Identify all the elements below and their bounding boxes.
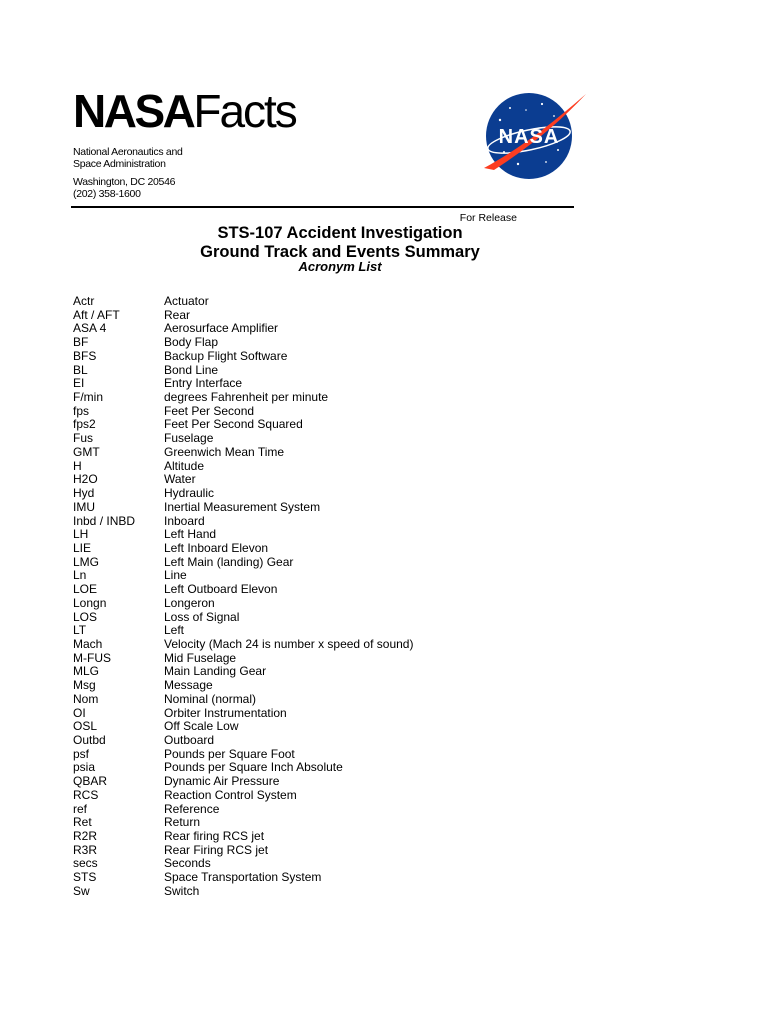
for-release-label: For Release: [459, 212, 517, 224]
acronym-definition: Message: [164, 678, 213, 693]
acronym-row: [73, 336, 413, 350]
acronym-term: fps2: [73, 417, 96, 432]
acronym-row: [73, 830, 413, 844]
acronym-definition: Reference: [164, 801, 220, 816]
acronym-row: [73, 816, 413, 830]
acronym-definition: Left Inboard Elevon: [164, 540, 269, 555]
acronym-term: LMG: [73, 554, 100, 569]
acronym-definition: degrees Fahrenheit per minute: [164, 390, 329, 405]
acronym-term: Aft / AFT: [73, 307, 120, 322]
acronym-term: fps: [73, 403, 90, 418]
acronym-term: secs: [73, 856, 98, 871]
document-title-line-1: STS-107 Accident Investigation: [217, 224, 463, 242]
acronym-definition: Feet Per Second Squared: [164, 417, 303, 432]
acronym-term: OSL: [73, 719, 98, 734]
acronym-row: [73, 734, 413, 748]
acronym-term: GMT: [73, 444, 100, 459]
acronym-term: LT: [73, 623, 87, 638]
acronym-term: Longn: [73, 595, 107, 610]
acronym-term: BF: [73, 335, 89, 350]
acronym-definition: Left Outboard Elevon: [164, 582, 278, 597]
acronym-term: Actr: [73, 294, 95, 308]
acronym-term: F/min: [73, 390, 103, 405]
acronym-definition: Water: [164, 472, 196, 487]
acronym-term: IMU: [73, 499, 95, 514]
acronym-row: [73, 885, 413, 899]
acronym-term: LOE: [73, 582, 98, 597]
acronym-term: H: [73, 458, 82, 473]
acronym-row: [73, 748, 413, 762]
acronym-row: [73, 364, 413, 378]
acronym-row: [73, 720, 413, 734]
address-line-2: Space Administration: [73, 158, 166, 170]
acronym-term: QBAR: [73, 774, 108, 789]
acronym-definition: Pounds per Square Foot: [164, 746, 295, 761]
acronym-row: [73, 803, 413, 817]
acronym-definition: Nominal (normal): [164, 691, 257, 706]
address-line-1: National Aeronautics and: [73, 146, 183, 158]
acronym-term: ref: [73, 801, 88, 816]
acronym-row: [73, 405, 413, 419]
address-line-3: Washington, DC 20546: [73, 176, 176, 188]
acronym-term: M-FUS: [73, 650, 111, 665]
acronym-definition: Actuator: [164, 294, 209, 308]
acronym-row: [73, 556, 413, 570]
acronym-term: RCS: [73, 787, 99, 802]
acronym-definition: Backup Flight Software: [164, 348, 288, 363]
acronym-row: [73, 707, 413, 721]
acronym-row: [73, 473, 413, 487]
acronym-term: Mach: [73, 636, 103, 651]
acronym-row: [73, 761, 413, 775]
acronym-definition: Body Flap: [164, 335, 219, 350]
nasa-meatball-logo: [480, 90, 588, 182]
acronym-list: [73, 295, 413, 899]
acronym-row: [73, 322, 413, 336]
acronym-term: Outbd: [73, 733, 106, 747]
acronym-definition: Orbiter Instrumentation: [164, 705, 287, 720]
acronym-term: Hyd: [73, 486, 95, 501]
acronym-term: Nom: [73, 691, 99, 706]
acronym-term: BL: [73, 362, 88, 377]
acronym-definition: Altitude: [164, 458, 205, 473]
acronym-row: [73, 652, 413, 666]
acronym-definition: Aerosurface Amplifier: [164, 321, 279, 336]
acronym-definition: Velocity (Mach 24 is number x speed of sound): [164, 636, 414, 651]
acronym-term: EI: [73, 376, 85, 391]
acronym-definition: Reaction Control System: [164, 787, 297, 802]
acronym-row: [73, 391, 413, 405]
acronym-term: R3R: [73, 842, 98, 857]
acronym-definition: Switch: [164, 883, 200, 898]
header-divider: [71, 206, 574, 208]
acronym-definition: Entry Interface: [164, 376, 243, 391]
document-title-line-2: Ground Track and Events Summary: [200, 243, 480, 261]
masthead-nasa: NASA: [73, 85, 194, 137]
acronym-row: [73, 542, 413, 556]
acronym-term: STS: [73, 870, 97, 885]
acronym-definition: Line: [164, 568, 187, 583]
acronym-row: [73, 446, 413, 460]
acronym-row: [73, 775, 413, 789]
document-subtitle: Acronym List: [298, 259, 382, 274]
acronym-definition: Rear firing RCS jet: [164, 829, 265, 844]
acronym-term: LOS: [73, 609, 98, 624]
acronym-term: psia: [73, 760, 96, 775]
acronym-definition: Off Scale Low: [164, 719, 239, 734]
acronym-definition: Left Main (landing) Gear: [164, 554, 294, 569]
acronym-term: R2R: [73, 829, 98, 844]
acronym-row: [73, 501, 413, 515]
acronym-term: Inbd / INBD: [73, 513, 136, 528]
masthead-facts: Facts: [193, 85, 296, 137]
acronym-term: Msg: [73, 678, 96, 693]
acronym-definition: Inboard: [164, 513, 205, 528]
acronym-row: [73, 350, 413, 364]
acronym-definition: Bond Line: [164, 362, 219, 377]
agency-contact: [73, 176, 175, 200]
acronym-term: Fus: [73, 431, 94, 446]
acronym-definition: Return: [164, 815, 201, 830]
acronym-row: [73, 487, 413, 501]
acronym-row: [73, 432, 413, 446]
acronym-row: [73, 295, 413, 309]
acronym-definition: Longeron: [164, 595, 215, 610]
acronym-definition: Rear Firing RCS jet: [164, 842, 269, 857]
acronym-row: [73, 844, 413, 858]
acronym-definition: Dynamic Air Pressure: [164, 774, 280, 789]
acronym-row: [73, 665, 413, 679]
acronym-definition: Pounds per Square Inch Absolute: [164, 760, 343, 775]
acronym-term: LH: [73, 527, 89, 542]
acronym-row: [73, 597, 413, 611]
acronym-row: [73, 611, 413, 625]
acronym-row: [73, 693, 413, 707]
acronym-term: ASA 4: [73, 321, 107, 336]
acronym-definition: Loss of Signal: [164, 609, 240, 624]
acronym-definition: Left: [164, 623, 185, 638]
logo-nasa-text: NASA: [498, 126, 560, 148]
acronym-term: OI: [73, 705, 86, 720]
agency-name: [73, 146, 183, 170]
acronym-term: MLG: [73, 664, 100, 679]
acronym-definition: Left Hand: [164, 527, 217, 542]
acronym-row: [73, 857, 413, 871]
acronym-term: BFS: [73, 348, 97, 363]
acronym-term: Ln: [73, 568, 87, 583]
acronym-row: [73, 569, 413, 583]
acronym-row: [73, 377, 413, 391]
acronym-row: [73, 624, 413, 638]
address-line-4: (202) 358-1600: [73, 188, 141, 200]
acronym-row: [73, 871, 413, 885]
nasa-facts-masthead: [73, 85, 296, 137]
acronym-row: [73, 309, 413, 323]
acronym-definition: Main Landing Gear: [164, 664, 267, 679]
acronym-row: [73, 528, 413, 542]
acronym-term: LIE: [73, 540, 92, 555]
acronym-term: H2O: [73, 472, 98, 487]
acronym-term: Sw: [73, 883, 90, 898]
acronym-term: psf: [73, 746, 90, 761]
acronym-definition: Outboard: [164, 733, 215, 747]
acronym-term: Ret: [73, 815, 92, 830]
acronym-row: [73, 460, 413, 474]
acronym-definition: Inertial Measurement System: [164, 499, 321, 514]
acronym-definition: Fuselage: [164, 431, 214, 446]
acronym-row: [73, 789, 413, 803]
acronym-row: [73, 583, 413, 597]
acronym-row: [73, 515, 413, 529]
acronym-definition: Rear: [164, 307, 191, 322]
acronym-definition: Mid Fuselage: [164, 650, 237, 665]
acronym-row: [73, 638, 413, 652]
acronym-definition: Feet Per Second: [164, 403, 255, 418]
acronym-definition: Greenwich Mean Time: [164, 444, 285, 459]
acronym-definition: Space Transportation System: [164, 870, 322, 885]
acronym-definition: Seconds: [164, 856, 211, 871]
acronym-definition: Hydraulic: [164, 486, 215, 501]
acronym-row: [73, 418, 413, 432]
acronym-row: [73, 679, 413, 693]
